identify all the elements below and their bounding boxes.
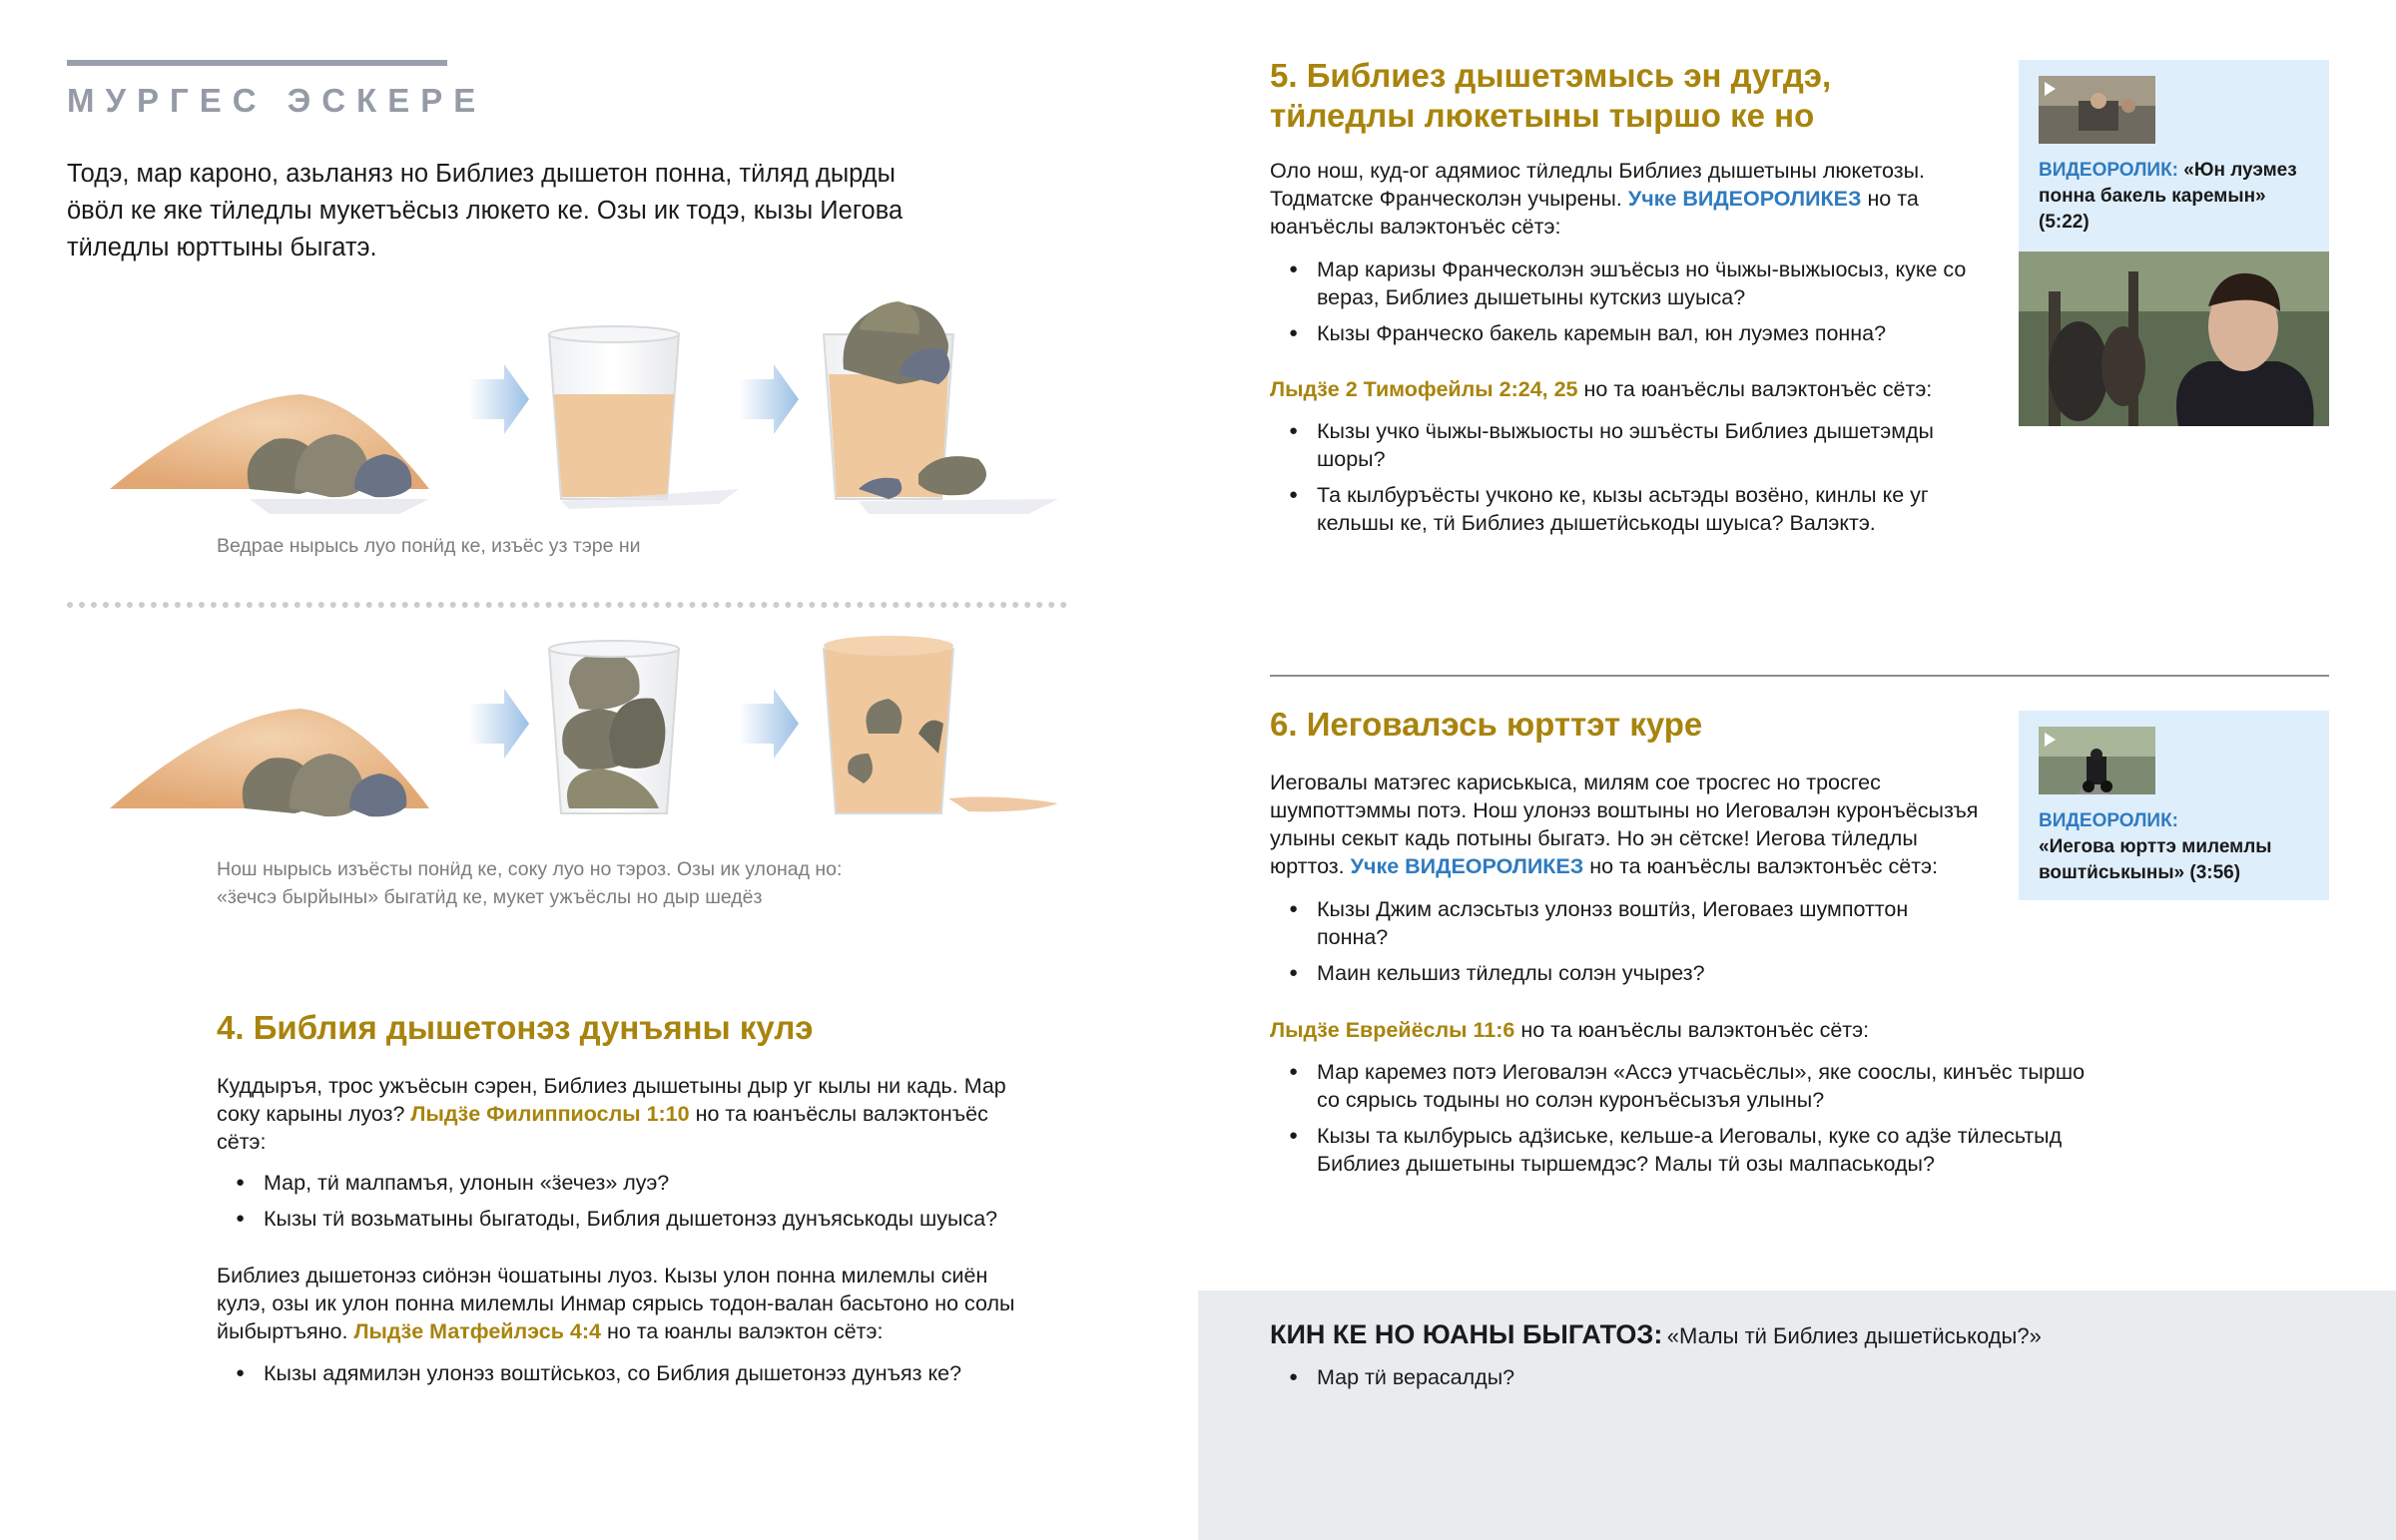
section-4-p1-text: Куддыръя, трос ужъёсын сэрен, Библиез дышетыны дыр уг кылы ни кадь. Мар соку карыны луоз? [217,1074,1006,1126]
section-4-p2-tail: но та юанлы валэктон сётэ: [606,1319,884,1343]
section-4-bullets-1 [230,1169,1078,1241]
section-5-video-link[interactable]: Учке ВИДЕОРОЛИКЕЗ [1627,187,1862,211]
section-6-video-link[interactable]: Учке ВИДЕОРОЛИКЕЗ [1350,854,1584,878]
video-still-image [2019,252,2329,426]
video-duration: (3:56) [2189,862,2241,883]
list-item: ● Кызы Джим аслэсьтыз улонэз воштӥз, Иеговаез шумпоттон понна? [1283,895,1982,951]
section-5-p1-tail: но та юанъёслы валэктонъёс сётэ: [1270,187,1919,239]
video-duration: (5:22) [2039,212,2090,233]
section-5-title [1270,56,1831,136]
kicker-bar [67,60,447,66]
section-6-p2-tail: но та юанъёслы валэктонъёс сётэ: [1520,1018,1870,1042]
section-4-scripture-link-2[interactable]: Лыдӟе Матфейлэсь 4:4 [353,1319,601,1343]
section-5-p2-tail: но та юанъёслы валэктонъёс сётэ: [1583,377,1933,401]
section-6-bullets-1 [1283,895,1982,995]
video-card-1-label [2039,158,2318,236]
list-item: ● Маин кельшиз тӥледлы солэн учырез? [1283,959,1982,987]
list-item: ● Мар каремез потэ Иеговалэн «Ассэ утчасьёслы», яке соослы, кинъёс тыршо со сярысь тодыны но солэн куронъёсызъя улыны? [1283,1058,2101,1114]
section-6-p1-tail: но та юанъёслы валэктонъёс сётэ: [1589,854,1938,878]
list-item: ● Кызы та кылбурысь адӟиське, кельше-а Иеговалы, куке со адӟе тӥлесьтыд Библиез дышетыны тыршемдэс? Малы тӥ озы малпаськоды? [1283,1122,2101,1178]
video-title: «Юн луэмез понна бакель каремын» [2039,160,2297,207]
list-item: ● Мар каризы Франческолэн эшъёсыз но ӵыжы-выжыосыз, куке со вераз, Библиез дышетыны кутскиз шуыса? [1283,256,1982,311]
section-6-bullets-2 [1283,1058,2101,1186]
section-5-bullets-2 [1283,417,1972,545]
glass-cup-icon [824,636,953,813]
video-kind: ВИДЕОРОЛИК: [2039,160,2179,181]
video-title: «Иегова юрттэ милемлы воштӥськыны» [2039,836,2272,883]
section-5-title-line-2: тӥледлы люкетыны тыршо ке но [1270,97,1815,134]
video-thumbnail-small [2039,727,2155,794]
section-5-bullets-1 [1283,256,1982,355]
section-5-title-line-1: 5. Библиез дышетэмысь эн дугдэ, [1270,57,1832,94]
section-4-title: 4. Библия дышетонэз дунъяны кулэ [217,1009,814,1046]
section-6-p1-text: Иеговалы матэгес кариськыса, милям сое тросгес но тросгес шумпоттэммы потэ. Нош улонэз воштыны но Иеговалэн куронъёсызъя улыны секыт кадь потыны быгатэ. Но эн сётске! Иегова тӥледлы юрттоз. [1270,770,1979,878]
list-item: ● Кызы тӥ возьматыны быгатоды, Библия дышетонэз дунъяськоды шуыса? [230,1205,1078,1233]
intro-paragraph: Тодэ, мар кароно, азьланяз но Библиез дышетон понна, тӥляд дырды ӧвӧл ке яке тӥледлы мукетъёсыз люкето ке. Озы ик тодэ, кызы Иегова тӥледлы юрттыны быгатэ. [67,160,903,261]
study-label: КИН КЕ НО ЮАНЫ БЫГАТОЗ: [1270,1319,1663,1349]
arrow-right-icon [469,364,529,434]
section-6-scripture-link[interactable]: Лыдӟе Еврейёслы 11:6 [1270,1018,1515,1042]
video-card-1[interactable] [2019,60,2329,426]
kicker-title: МУРГЕС ЭСКЕРЕ [67,82,487,119]
list-item: ● Мар, тӥ малпамъя, улонын «ӟечез» луэ? [230,1169,1078,1197]
section-4-paragraph-1 [217,1072,1025,1156]
list-item: ● Мар тӥ верасалды? [1283,1363,1982,1391]
section-4-p1-tail: но та юанъёслы валэктонъёс сётэ: [217,1102,988,1154]
section-5-scripture-link[interactable]: Лыдӟе 2 Тимофейлы 2:24, 25 [1270,377,1578,401]
section-6-paragraph-1 [1270,769,1979,880]
illustration-rocks-first [100,624,1078,828]
glass-cup-icon [549,641,679,813]
section-separator [1270,675,2329,677]
caption-2-line-2: «ӟечсэ бырйыны» быгатӥд ке, мукет ужъёслы но дыр шедёз [217,886,763,908]
section-5-paragraph-2 [1270,375,1989,403]
study-bullets [1283,1363,1982,1399]
video-card-2-label [2039,808,2323,886]
caption-1: Ведрае нырысь луо понӥд ке, изъёс уз тэре ни [217,535,641,557]
list-item: ● Кызы адямилэн улонэз воштӥськоз, со Библия дышетонэз дунъяз ке? [230,1359,1078,1387]
caption-2-line-1: Нош нырысь изъёсты понӥд ке, соку луо но тэроз. Озы ик улонад но: [217,858,843,880]
section-4-paragraph-2 [217,1262,1025,1345]
section-6-title: 6. Иеговалэсь юрттэт куре [1270,706,1703,743]
study-question [1270,1319,2328,1350]
section-5-p1-text: Оло нош, куд-ог адямиос тӥледлы Библиез дышетыны люкетозы. Тодматске Франческолэн учырены. [1270,159,1926,211]
video-thumbnail-small [2039,76,2155,144]
dotted-divider [67,602,1067,608]
caption-2 [217,855,842,911]
section-4-bullets-2 [230,1359,1078,1395]
glass-cup-icon [549,326,679,499]
video-card-2[interactable] [2019,711,2329,900]
study-question-text: «Малы тӥ Библиез дышетӥськоды?» [1666,1323,2042,1348]
section-4-scripture-link[interactable]: Лыдӟе Филиппиослы 1:10 [410,1102,690,1126]
section-5-paragraph-1 [1270,157,1979,241]
list-item: ● Кызы Франческо бакель каремын вал, юн луэмез понна? [1283,319,1982,347]
list-item: ● Та кылбуръёсты учконо ке, кызы асьтэды возёно, кинлы ке уг кельшы ке, тӥ Библиез дышетӥськоды шуыса? Валэктэ. [1283,481,1972,537]
video-kind: ВИДЕОРОЛИК: [2039,810,2179,831]
section-6-paragraph-2 [1270,1016,1989,1044]
list-item: ● Кызы учко ӵыжы-выжыосты но эшъёсты Библиез дышетэмды шоры? [1283,417,1972,473]
illustration-sand-first [100,289,1078,519]
section-4-p2-text: Библиез дышетонэз сиӧнэн ӵошатыны луоз. Кызы улон понна милемлы сиён кулэ, озы ик улон понна милемлы Инмар сярысь тодон-валан басьтоно но солы йыбыртъяно. [217,1264,1015,1343]
